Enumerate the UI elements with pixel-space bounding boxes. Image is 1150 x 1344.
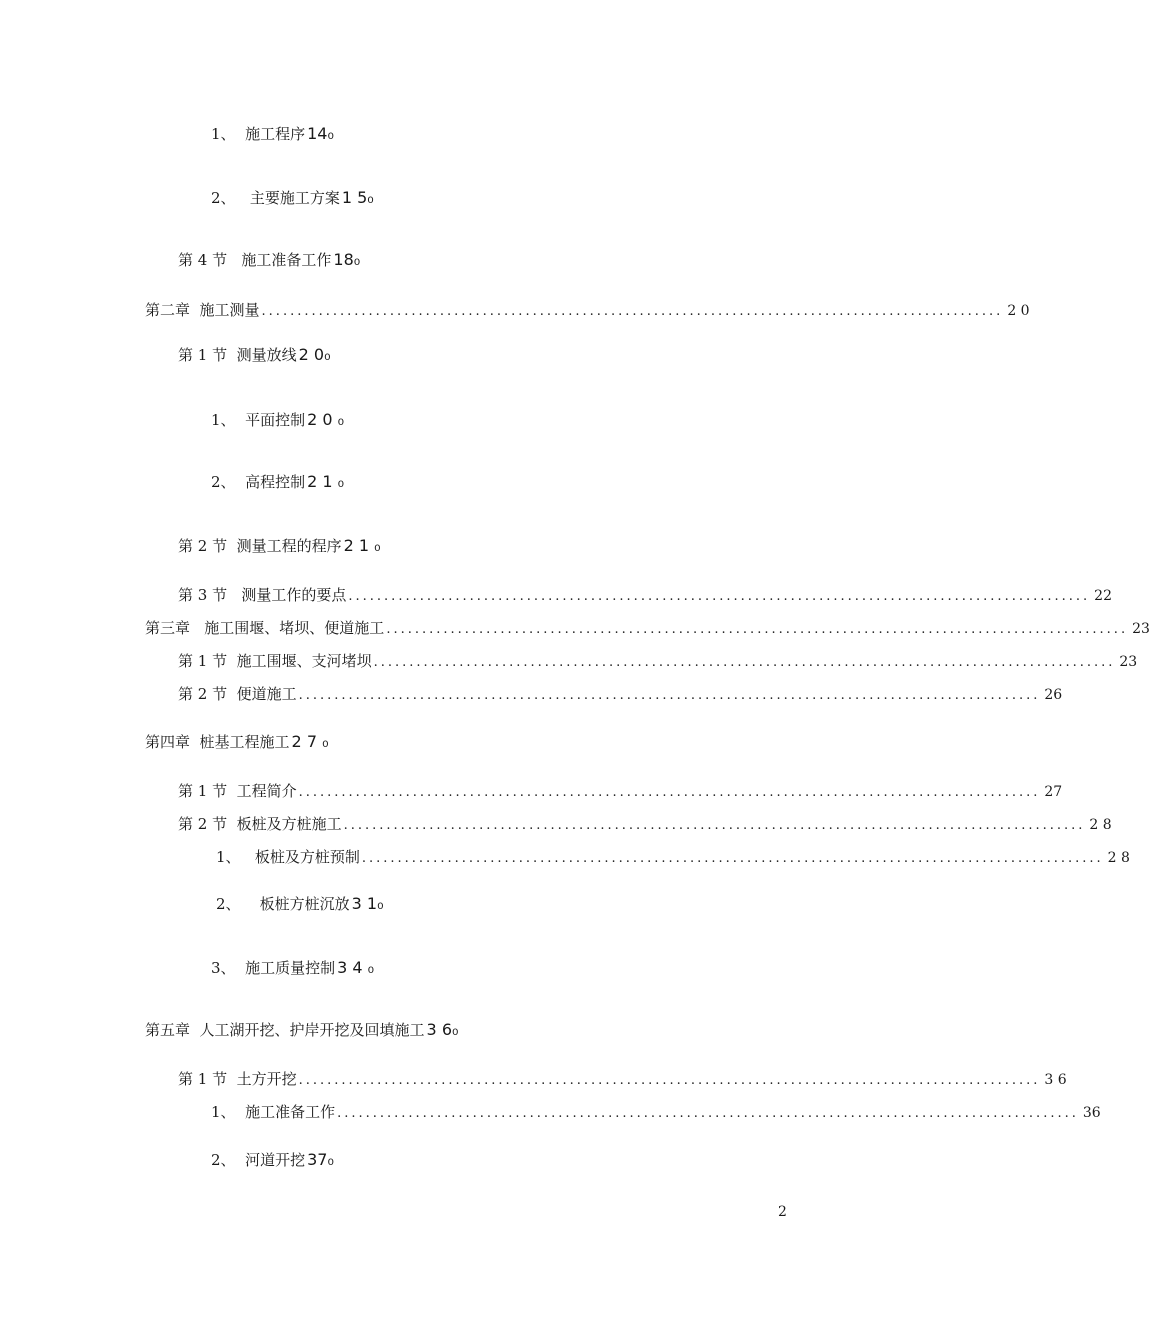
- toc-entry[interactable]: [211, 1150, 334, 1170]
- toc-entry-page: 3 4 ₀: [337, 958, 375, 977]
- toc-entry-page: 2 1 ₀: [343, 536, 381, 555]
- toc-entry-page: 27: [1044, 784, 1063, 800]
- toc-entry-page: 2 8: [1107, 850, 1130, 866]
- toc-entry[interactable]: [178, 536, 381, 556]
- toc-entry[interactable]: [216, 847, 1130, 869]
- toc-entry-page: 3 6₀: [426, 1020, 459, 1039]
- toc-entry-label: 第五章 人工湖开挖、护岸开挖及回填施工: [145, 1021, 425, 1039]
- toc-entry-label: 1、 施工准备工作: [211, 1103, 336, 1121]
- toc-entry-page: 23: [1119, 654, 1138, 670]
- toc-entry-label: 1、 平面控制: [211, 411, 306, 429]
- toc-entry[interactable]: [145, 300, 1030, 322]
- toc-entry[interactable]: [178, 781, 1063, 803]
- toc-entry-label: 第 1 节 施工围堰、支河堵坝: [178, 652, 372, 670]
- toc-entry-page: 2 0₀: [298, 345, 331, 364]
- toc-entry-page: 2 1 ₀: [307, 472, 345, 491]
- toc-entry[interactable]: [145, 618, 1150, 640]
- toc-entry-label: 第 1 节 测量放线: [178, 346, 297, 364]
- toc-entry[interactable]: [211, 472, 344, 492]
- toc-entry[interactable]: [211, 958, 374, 978]
- toc-entry-page: 3 6: [1044, 1072, 1067, 1088]
- page-number: 2: [778, 1204, 787, 1220]
- toc-entry-label: 第 2 节 便道施工: [178, 685, 297, 703]
- toc-entry-page: 23: [1132, 621, 1150, 637]
- toc-entry-label: 第 1 节 土方开挖: [178, 1070, 297, 1088]
- toc-entry-label: 第 3 节 测量工作的要点: [178, 586, 347, 604]
- toc-entry-page: 1 5₀: [341, 188, 374, 207]
- toc-entry-label: 3、 施工质量控制: [211, 959, 336, 977]
- toc-entry-label: 第 4 节 施工准备工作: [178, 251, 332, 269]
- toc-entry-label: 第 1 节 工程简介: [178, 782, 297, 800]
- toc-entry[interactable]: [178, 1069, 1067, 1091]
- toc-entry-label: 第 2 节 板桩及方桩施工: [178, 815, 342, 833]
- toc-entry-label: 2、 主要施工方案: [211, 189, 340, 207]
- toc-entry-page: 26: [1044, 687, 1063, 703]
- toc-entry[interactable]: [178, 684, 1063, 706]
- toc-entry[interactable]: [216, 894, 383, 914]
- toc-entry-page: 2 7 ₀: [291, 732, 329, 751]
- toc-entry[interactable]: [145, 1020, 458, 1040]
- toc-entry-page: 14₀: [307, 124, 334, 143]
- toc-entry[interactable]: [211, 124, 334, 144]
- toc-entry[interactable]: [178, 651, 1138, 673]
- toc-entry[interactable]: [178, 814, 1112, 836]
- toc-entry-page: 2 8: [1089, 817, 1112, 833]
- dot-leader: ........................................................................................................: [261, 304, 1004, 319]
- toc-entry-label: 第三章 施工围堰、堵坝、便道施工: [145, 619, 385, 637]
- toc-entry-label: 2、 高程控制: [211, 473, 306, 491]
- toc-entry-label: 2、 板桩方桩沉放: [216, 895, 350, 913]
- toc-entry-page: 18₀: [333, 250, 361, 269]
- dot-leader: ........................................................................................................: [298, 785, 1041, 800]
- dot-leader: ........................................................................................................: [298, 1073, 1041, 1088]
- dot-leader: ........................................................................................................: [343, 818, 1086, 833]
- toc-entry[interactable]: [178, 585, 1112, 607]
- dot-leader: ........................................................................................................: [361, 851, 1104, 866]
- toc-entry-page: 3 1₀: [351, 894, 384, 913]
- dot-leader: ........................................................................................................: [373, 655, 1116, 670]
- toc-entry-page: 22: [1094, 588, 1112, 604]
- toc-entry[interactable]: [211, 188, 374, 208]
- toc-entry-label: 第二章 施工测量: [145, 301, 260, 319]
- toc-entry-label: 第 2 节 测量工程的程序: [178, 537, 342, 555]
- dot-leader: ........................................................................................................: [298, 688, 1041, 703]
- toc-entry[interactable]: [178, 345, 330, 365]
- toc-entry-label: 1、 施工程序: [211, 125, 306, 143]
- toc-entry-page: 36: [1082, 1105, 1101, 1121]
- toc-entry-page: 2 0 ₀: [307, 410, 345, 429]
- toc-entry[interactable]: [211, 410, 344, 430]
- toc-entry-label: 1、 板桩及方桩预制: [216, 848, 360, 866]
- toc-entry-label: 第四章 桩基工程施工: [145, 733, 290, 751]
- toc-entry-label: 2、 河道开挖: [211, 1151, 306, 1169]
- toc-entry-page: 37₀: [307, 1150, 334, 1169]
- dot-leader: ........................................................................................................: [386, 622, 1129, 637]
- toc-entry[interactable]: [145, 732, 329, 752]
- dot-leader: ........................................................................................................: [337, 1106, 1079, 1121]
- toc-entry[interactable]: [178, 250, 360, 270]
- toc-entry-page: 2 0: [1007, 303, 1030, 319]
- toc-entry[interactable]: [211, 1102, 1101, 1124]
- dot-leader: ........................................................................................................: [348, 589, 1091, 604]
